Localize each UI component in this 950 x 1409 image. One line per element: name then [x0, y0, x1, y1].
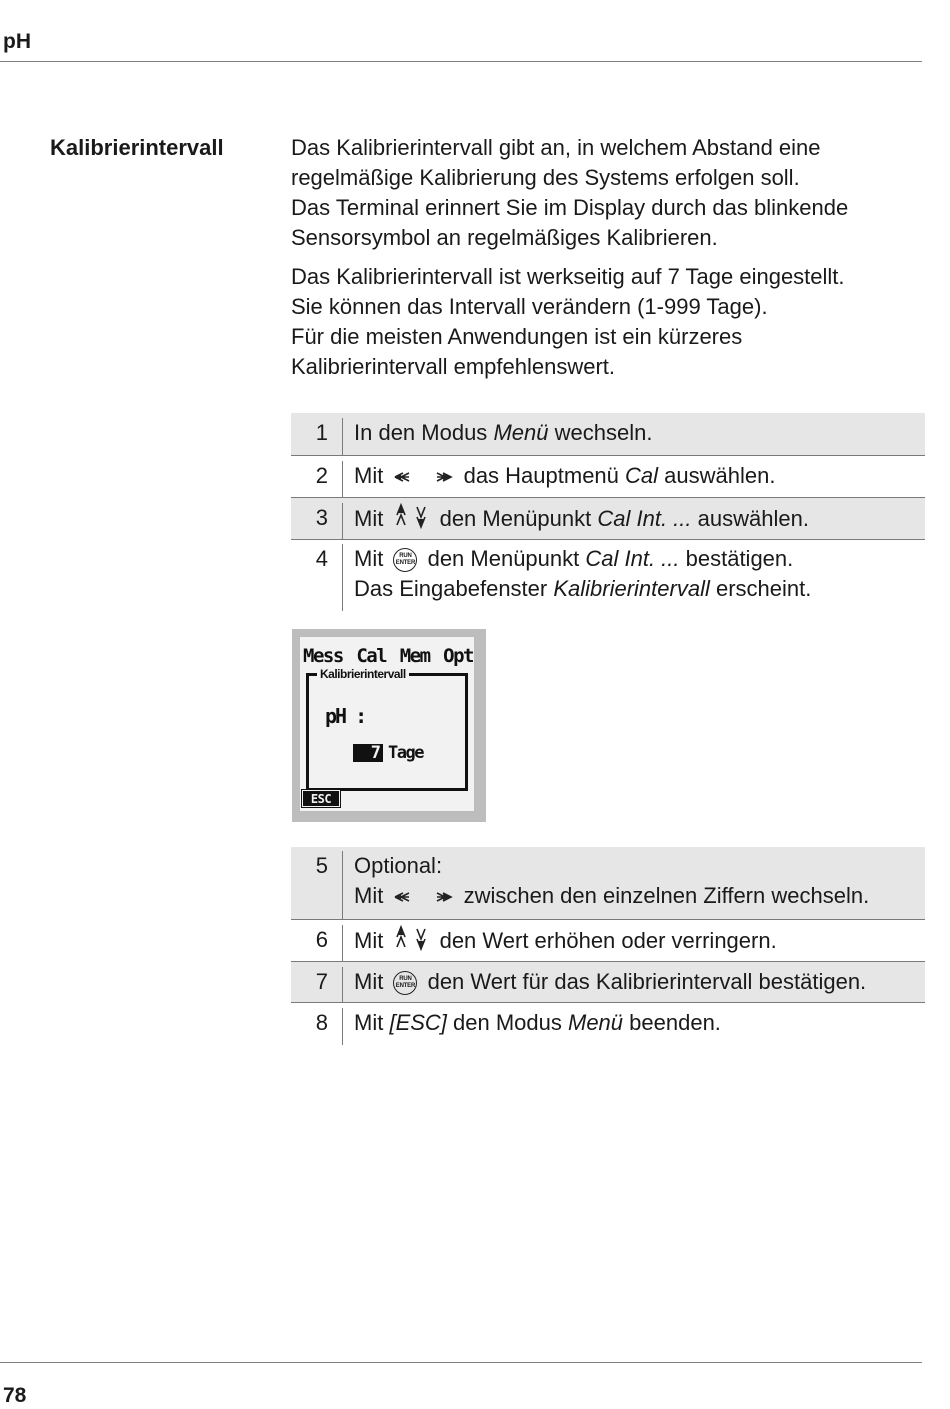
run-enter-key-icon: RUN ENTER [393, 971, 417, 995]
section-label: Kalibrierintervall [50, 135, 224, 160]
ph-label: pH : [325, 704, 366, 728]
page-number: 78 [3, 1384, 27, 1407]
step-text: Mit RUN ENTER den Wert für das Kalibrierintervall bestätigen. [354, 969, 867, 994]
double-up-down-arrow-icon [393, 925, 429, 959]
step-number: 2 [291, 461, 343, 497]
footer-rule [0, 1362, 922, 1363]
calibration-interval-dialog [306, 667, 468, 791]
menu-item-cal: Cal [356, 645, 387, 667]
text-line: Für die meisten Anwendungen ist ein kürzeres [291, 324, 743, 349]
step-number: 7 [291, 967, 343, 1002]
device-display [292, 629, 486, 822]
step-number: 4 [291, 544, 343, 611]
step-text: Optional: Mit zwischen den einzelnen Ziffern wechseln. [343, 851, 869, 919]
text-line: Das Kalibrierintervall ist werkseitig auf 7 Tage eingestellt. [291, 264, 845, 289]
step-text: Mit den Menüpunkt Cal Int. ... auswählen. [343, 503, 809, 539]
step-row [291, 919, 925, 961]
step-row [291, 539, 925, 611]
step-text: Mit RUN ENTER den Menüpunkt Cal Int. ... bestätigen. Das Eingabefenster Kalibrierintervall erscheint. [354, 546, 812, 601]
step-row [291, 847, 925, 919]
step-text: Mit das Hauptmenü Cal auswählen. [343, 461, 775, 497]
step-text: In den Modus Menü wechseln. [354, 420, 653, 445]
default-paragraph [291, 262, 921, 382]
header-rule [0, 61, 922, 62]
double-left-right-arrow-icon [393, 462, 453, 492]
menu-item-opt: Opt [443, 645, 473, 667]
step-row [291, 497, 925, 539]
text-line: Das Terminal erinnert Sie im Display durch das blinkende [291, 195, 849, 220]
step-number: 6 [291, 925, 343, 961]
step-row [291, 961, 925, 1003]
run-enter-key-icon: RUN ENTER [393, 548, 417, 572]
steps-table-2 [291, 847, 925, 1045]
interval-value-field: 7 [353, 744, 383, 762]
step-row [291, 413, 925, 455]
text-line: Sensorsymbol an regelmäßiges Kalibrieren. [291, 225, 718, 250]
step-row [291, 455, 925, 497]
step-number: 1 [291, 418, 343, 455]
text-line: Kalibrierintervall empfehlenswert. [291, 354, 616, 379]
esc-softkey: ESC [302, 790, 340, 807]
step-number: 8 [291, 1008, 343, 1045]
unit-label: Tage [388, 743, 423, 763]
intro-paragraph [291, 133, 921, 253]
menu-item-mess: Mess [303, 645, 343, 667]
text-line: Sie können das Intervall verändern (1-999 Tage). [291, 294, 768, 319]
steps-table-1 [291, 413, 925, 611]
dialog-title: Kalibrierintervall [317, 667, 409, 681]
display-menu-bar [303, 645, 473, 667]
menu-item-mem: Mem [399, 645, 430, 667]
page-header-title: pH [3, 30, 31, 53]
text-line: Das Kalibrierintervall gibt an, in welchem Abstand eine [291, 135, 821, 160]
display-screen [300, 637, 474, 811]
double-left-right-arrow-icon [393, 882, 453, 912]
step-number: 3 [291, 503, 343, 539]
step-number: 5 [291, 851, 343, 919]
step-text: Mit [ESC] den Modus Menü beenden. [354, 1010, 721, 1035]
step-row [291, 1003, 925, 1045]
step-text: Mit den Wert erhöhen oder verringern. [343, 925, 777, 961]
text-line: regelmäßige Kalibrierung des Systems erfolgen soll. [291, 165, 800, 190]
double-up-down-arrow-icon [393, 503, 429, 537]
